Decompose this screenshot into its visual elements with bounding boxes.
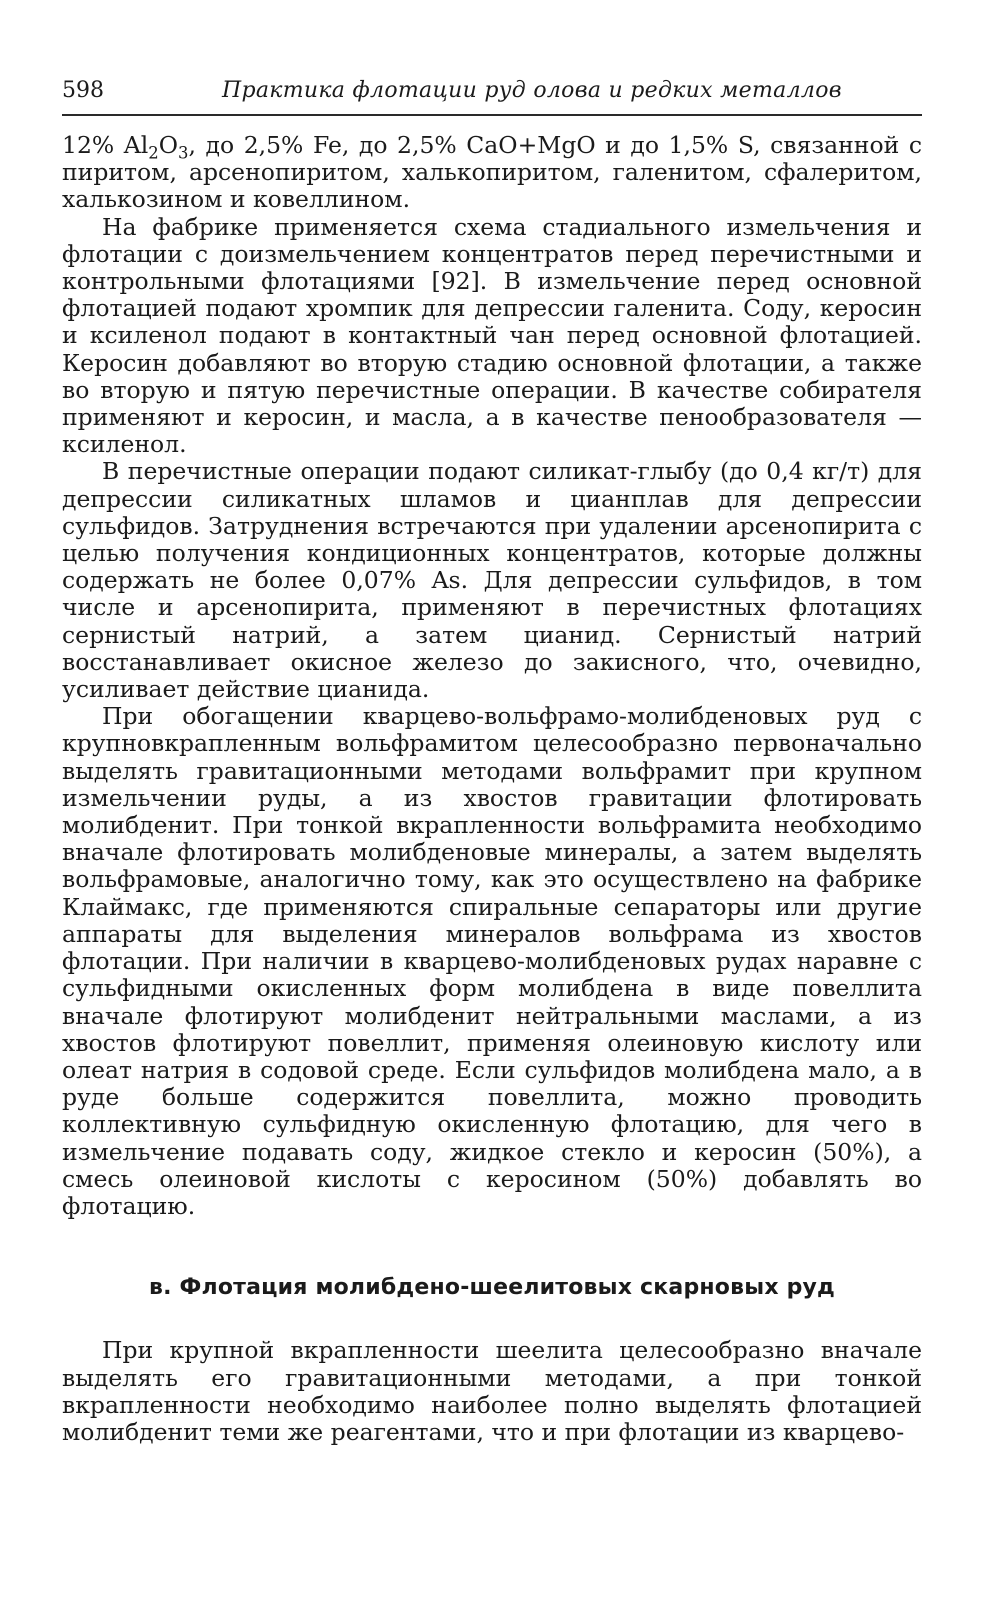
book-page	[62, 74, 922, 1446]
running-title: Практика флотации руд олова и редких металлов	[222, 78, 842, 103]
paragraph-2: На фабрике применяется схема стадиального измельчения и флотации с доизмельчением концентратов перед перечистными и контрольными флотациями [92]. В измельчение перед основной флотацией подают хромпик для депрессии галенита. Соду, керосин и ксиленол подают в контактный чан перед основной флотацией. Керосин добавляют во вторую стадию основной флотации, а также во вторую и пятую перечистные операции. В качестве собирателя применяют и керосин, и масла, а в качестве пенообразователя — ксиленол.	[62, 212, 922, 459]
running-header	[62, 74, 922, 116]
page-number: 598	[62, 78, 104, 103]
body-text	[62, 132, 922, 1446]
section-heading: в. Флотация молибдено-шеелитовых скарновых руд	[148, 1275, 836, 1301]
section-paragraph: При крупной вкрапленности шеелита целесообразно вначале выделять его гравитационными методами, а при тонкой вкрапленности необходимо наиболее полно выделять флотацией молибденит теми же реагентами, что и при флотации из кварцево-	[62, 1336, 922, 1446]
paragraph-3: В перечистные операции подают силикат-глыбу (до 0,4 кг/т) для депрессии силикатных шламов и цианплав для депрессии сульфидов. Затруднения встречаются при удалении арсенопирита с целью получения кондиционных концентратов, которые должны содержать не более 0,07% As. Для депрессии сульфидов, в том числе и арсенопирита, применяют в перечистных флотациях сернистый натрий, а затем цианид. Сернистый натрий восстанавливает окисное железо до закисного, что, очевидно, усиливает действие цианида.	[62, 457, 922, 704]
paragraph-1: 12% $Al_2O_3$, до 2,5% Fe, до 2,5% CaO+MgO и до 1,5% S, связанной с пиритом, арсенопиритом, халькопиритом, галенитом, сфалеритом, халькозином и ковеллином.	[62, 131, 922, 214]
paragraph-4: При обогащении кварцево-вольфрамо-молибденовых руд с крупновкрапленным вольфрамитом целесообразно первоначально выделять гравитационными методами вольфрамит при крупном измельчении руды, а из хвостов гравитации флотировать молибденит. При тонкой вкрапленности вольфрамита необходимо вначале флотировать молибденовые минералы, а затем выделять вольфрамовые, аналогично тому, как это осуществлено на фабрике Клаймакс, где применяются спиральные сепараторы или другие аппараты для выделения минералов вольфрама из хвостов флотации. При наличии в кварцево-молибденовых рудах наравне с сульфидными окисленных форм молибдена в виде повеллита вначале флотируют молибденит нейтральными маслами, а из хвостов флотируют повеллит, применяя олеиновую кислоту или олеат натрия в содовой среде. Если сульфидов молибдена мало, а в руде больше содержится повеллита, можно проводить коллективную сульфидную окисленную флотацию, для чего в измельчение подавать соду, жидкое стекло и керосин (50%), а смесь олеиновой кислоты с керосином (50%) добавлять во флотацию.	[62, 702, 922, 1220]
